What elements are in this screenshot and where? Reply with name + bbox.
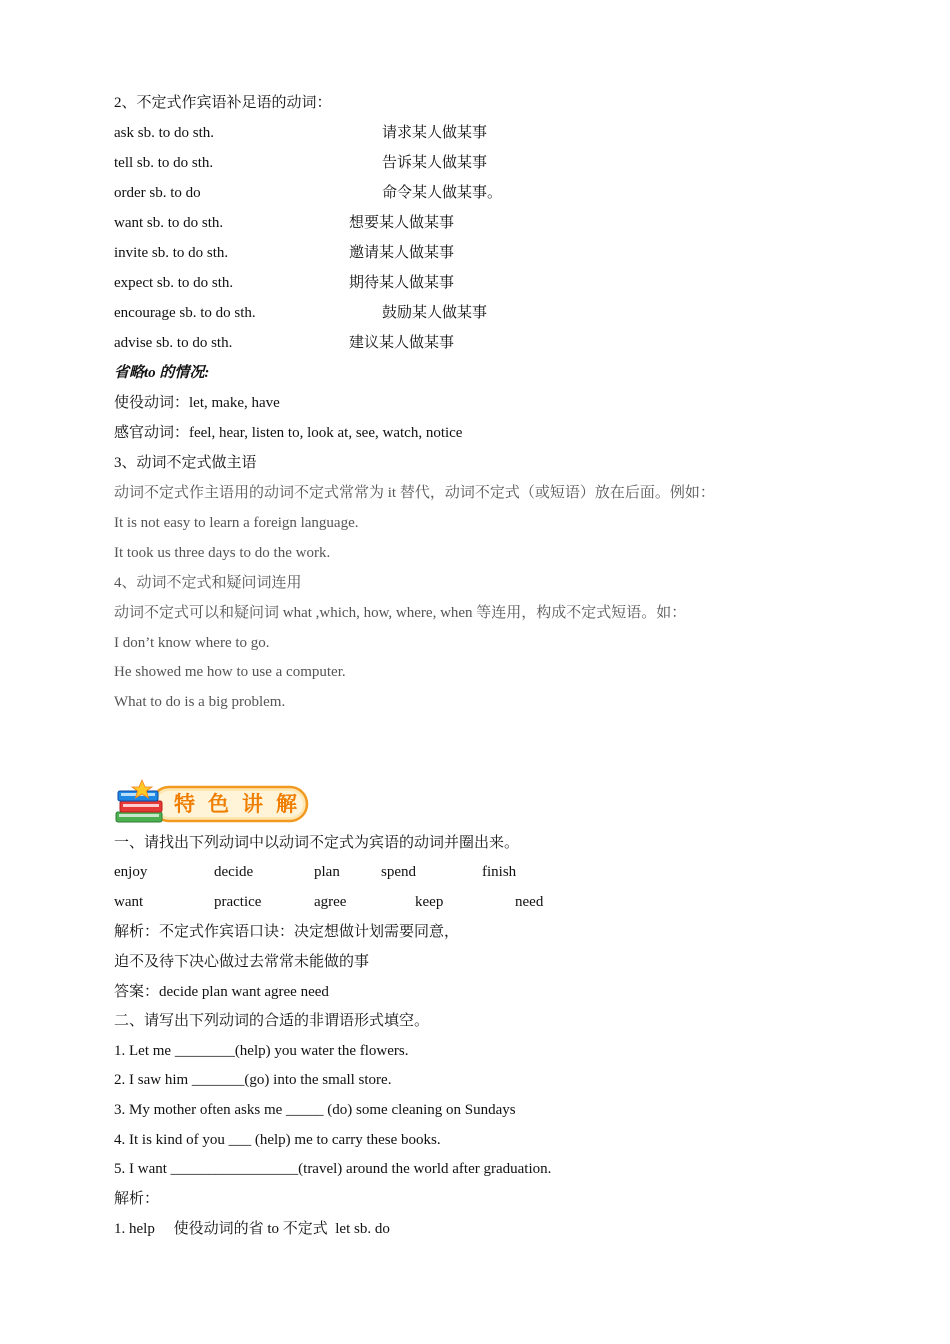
- phrase-en: ask sb. to do sth.: [114, 125, 215, 141]
- phrase-en: tell sb. to do sth.: [114, 155, 214, 171]
- verb-option: finish: [482, 864, 517, 880]
- exercise2-heading: 二、请写出下列动词的合适的非谓语形式填空。: [114, 1013, 430, 1029]
- example-sentence: He showed me how to use a computer.: [114, 664, 346, 680]
- verb-option: keep: [415, 894, 444, 910]
- phrase-en: order sb. to do: [114, 185, 201, 201]
- omit-to-title: 省略to 的情况:: [114, 365, 210, 381]
- phrase-en: expect sb. to do sth.: [114, 275, 234, 291]
- example-sentence: It took us three days to do the work.: [114, 545, 331, 561]
- feature-banner: [112, 778, 312, 828]
- phrase-zh: 告诉某人做某事: [382, 155, 488, 171]
- phrase-zh: 鼓励某人做某事: [382, 305, 488, 321]
- verb-option: decide: [214, 864, 254, 880]
- question-item: 3. My mother often asks me _____ (do) some cleaning on Sundays: [114, 1102, 516, 1118]
- analysis-text: 解析：不定式作宾语口诀：决定想做计划需要同意，: [114, 924, 460, 940]
- verb-option: enjoy: [114, 864, 148, 880]
- phrase-en: advise sb. to do sth.: [114, 335, 233, 351]
- analysis-label: 解析：: [114, 1191, 160, 1207]
- phrase-zh: 命令某人做某事。: [382, 185, 503, 201]
- verb-option: practice: [214, 894, 262, 910]
- answer-text: 答案：decide plan want agree need: [114, 984, 329, 1000]
- question-item: 4. It is kind of you ___ (help) me to carry these books.: [114, 1132, 441, 1148]
- verb-option: need: [515, 894, 544, 910]
- section3-heading: 3、动词不定式做主语: [114, 455, 257, 471]
- phrase-en: invite sb. to do sth.: [114, 245, 229, 261]
- section3-desc: 动词不定式作主语用的动词不定式常常为 it 替代，动词不定式（或短语）放在后面。例如：: [114, 485, 715, 501]
- section4-heading: 4、动词不定式和疑问词连用: [114, 575, 302, 591]
- verb-option: spend: [381, 864, 416, 880]
- question-item: 5. I want _________________(travel) around the world after graduation.: [114, 1161, 552, 1177]
- verb-option: agree: [314, 894, 347, 910]
- verb-option: want: [114, 894, 144, 910]
- question-item: 2. I saw him _______(go) into the small store.: [114, 1072, 392, 1088]
- causative-verbs: 使役动词：let, make, have: [114, 395, 280, 411]
- phrase-en: want sb. to do sth.: [114, 215, 224, 231]
- phrase-zh: 期待某人做某事: [349, 275, 455, 291]
- analysis-text: 迫不及待下决心做过去常常未能做的事: [114, 954, 370, 970]
- phrase-en: encourage sb. to do sth.: [114, 305, 256, 321]
- banner-title: 特色讲解: [174, 792, 310, 816]
- phrase-zh: 建议某人做某事: [349, 335, 455, 351]
- phrase-zh: 邀请某人做某事: [349, 245, 455, 261]
- exercise1-heading: 一、请找出下列动词中以动词不定式为宾语的动词并圈出来。: [114, 835, 520, 851]
- verb-option: plan: [314, 864, 340, 880]
- example-sentence: I don’t know where to go.: [114, 635, 270, 651]
- example-sentence: It is not easy to learn a foreign language.: [114, 515, 359, 531]
- example-sentence: What to do is a big problem.: [114, 694, 286, 710]
- phrase-zh: 请求某人做某事: [382, 125, 488, 141]
- analysis-item: 1. help 使役动词的省 to 不定式 let sb. do: [114, 1221, 390, 1237]
- sensory-verbs: 感官动词：feel, hear, listen to, look at, see, watch, notice: [114, 425, 463, 441]
- section4-desc: 动词不定式可以和疑问词 what ,which, how, where, when 等连用，构成不定式短语。如：: [114, 605, 687, 621]
- phrase-zh: 想要某人做某事: [349, 215, 455, 231]
- question-item: 1. Let me ________(help) you water the flowers.: [114, 1043, 409, 1059]
- section2-heading: 2、不定式作宾语补足语的动词：: [114, 95, 332, 111]
